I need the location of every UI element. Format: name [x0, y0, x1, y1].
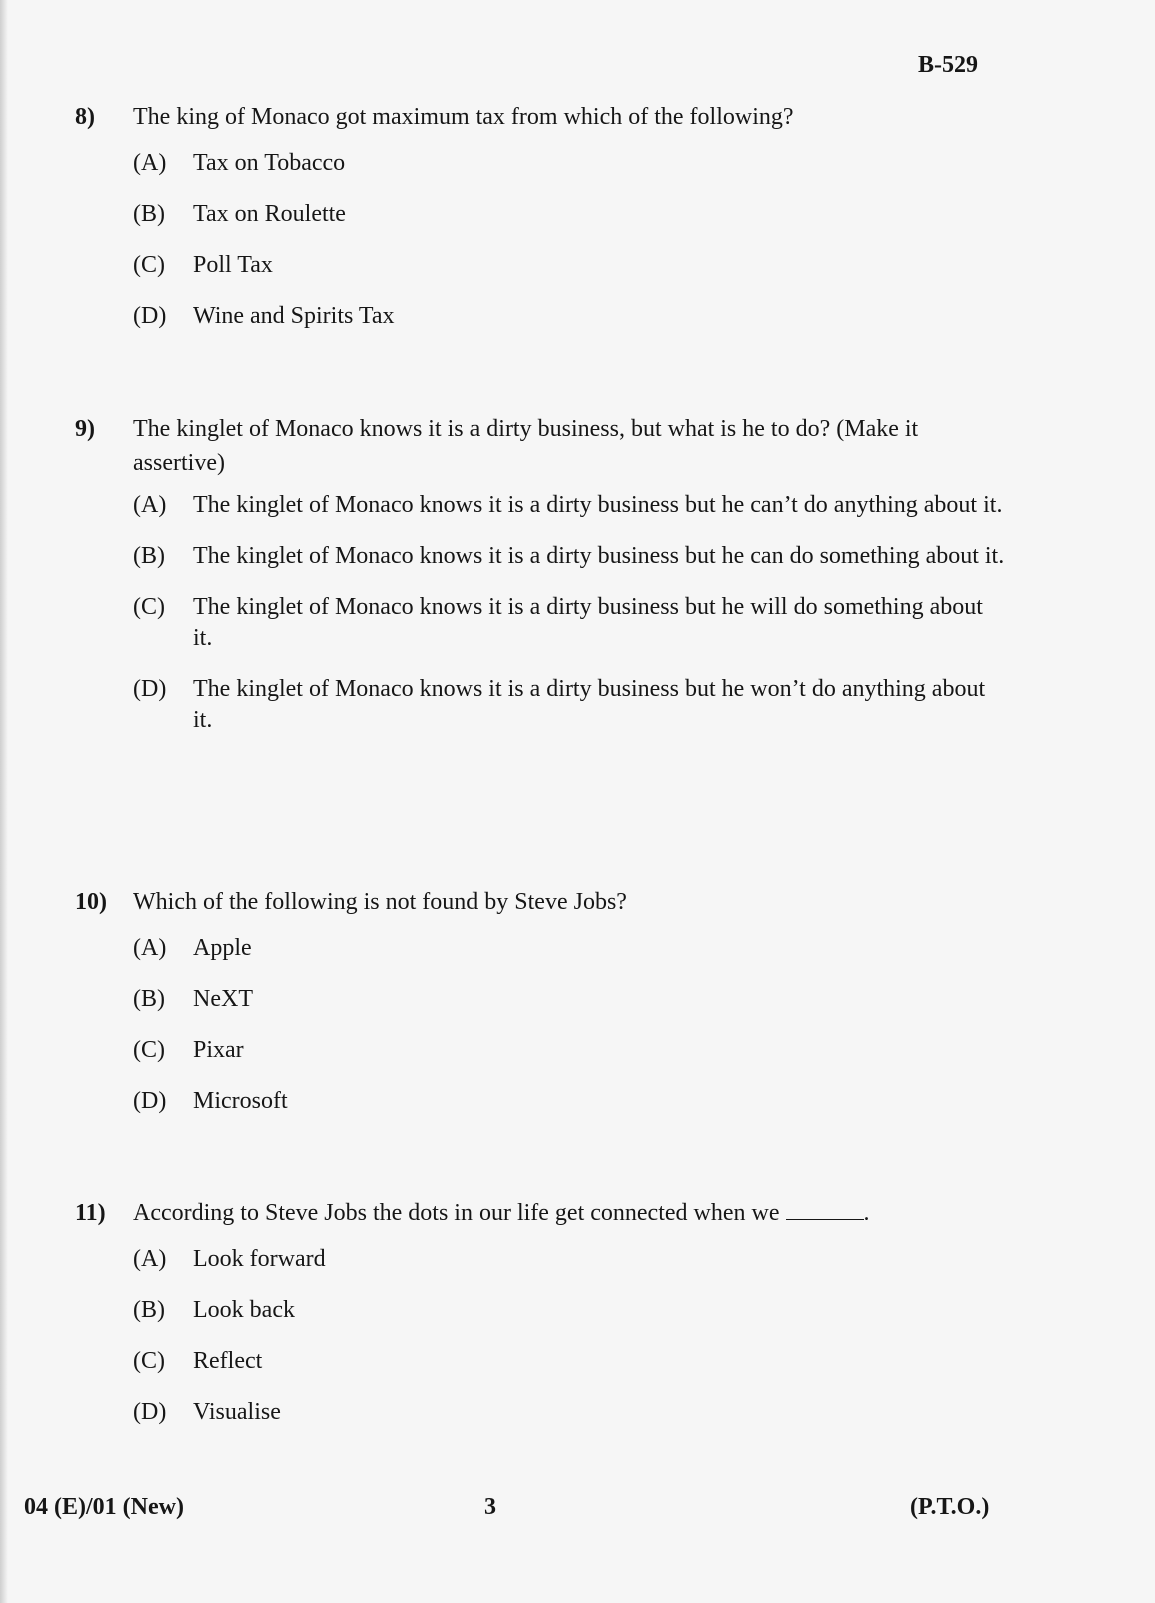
option-label: (C)	[133, 252, 165, 278]
option-a	[133, 931, 1005, 965]
option-a	[133, 1242, 1005, 1276]
option-text: Tax on Tobacco	[193, 150, 346, 176]
option-b	[133, 197, 1005, 231]
question-number: 8)	[75, 104, 95, 130]
option-a	[133, 490, 1005, 521]
page-edge-shadow	[0, 0, 8, 1603]
option-label: (D)	[133, 1399, 167, 1425]
option-text: Look forward	[193, 1246, 326, 1272]
option-d	[133, 299, 1005, 333]
question-text: The kinglet of Monaco knows it is a dirty business, but what is he to do? (Make it assertive)	[133, 416, 919, 476]
options-list	[133, 490, 1005, 736]
option-text: Tax on Roulette	[193, 201, 346, 227]
paper-code: B-529	[918, 52, 978, 78]
option-label: (A)	[133, 492, 167, 518]
option-c	[133, 1344, 1005, 1378]
option-c	[133, 248, 1005, 282]
option-text: The kinglet of Monaco knows it is a dirty business but he will do something about it.	[193, 594, 983, 651]
option-text: Visualise	[193, 1399, 281, 1425]
option-c	[133, 1033, 1005, 1067]
question-9	[75, 412, 1005, 756]
question-11	[75, 1196, 1005, 1446]
option-text: Look back	[193, 1297, 295, 1323]
option-text: The kinglet of Monaco knows it is a dirty business but he can do something about it.	[193, 543, 1005, 569]
option-label: (D)	[133, 1088, 167, 1114]
question-number: 9)	[75, 416, 95, 442]
option-text: The kinglet of Monaco knows it is a dirty business but he can’t do anything about it.	[193, 492, 1003, 518]
question-text-end: .	[863, 1200, 870, 1226]
option-b	[133, 541, 1005, 572]
question-text: Which of the following is not found by Steve Jobs?	[133, 889, 627, 915]
page-number: 3	[484, 1494, 496, 1520]
option-b	[133, 982, 1005, 1016]
option-label: (B)	[133, 201, 165, 227]
option-text: The kinglet of Monaco knows it is a dirty business but he won’t do anything about it.	[193, 676, 986, 733]
option-label: (B)	[133, 986, 165, 1012]
option-c	[133, 592, 1005, 654]
option-label: (A)	[133, 935, 167, 961]
option-label: (D)	[133, 303, 167, 329]
option-text: Apple	[193, 935, 252, 961]
option-b	[133, 1293, 1005, 1327]
options-list	[133, 931, 1005, 1118]
answer-blank	[786, 1199, 864, 1220]
options-list	[133, 1242, 1005, 1429]
option-label: (D)	[133, 676, 167, 702]
question-10	[75, 885, 1005, 1135]
option-label: (A)	[133, 150, 167, 176]
option-text: Wine and Spirits Tax	[193, 303, 395, 329]
question-8	[75, 100, 1005, 350]
please-turn-over: (P.T.O.)	[910, 1494, 990, 1520]
footer-course-code: 04 (E)/01 (New)	[24, 1494, 184, 1520]
option-label: (A)	[133, 1246, 167, 1272]
options-list	[133, 146, 1005, 333]
option-label: (C)	[133, 1037, 165, 1063]
option-label: (C)	[133, 1348, 165, 1374]
option-label: (C)	[133, 594, 165, 620]
option-label: (B)	[133, 543, 165, 569]
question-text: The king of Monaco got maximum tax from which of the following?	[133, 104, 794, 130]
option-label: (B)	[133, 1297, 165, 1323]
option-text: NeXT	[193, 986, 253, 1012]
option-d	[133, 1395, 1005, 1429]
question-number: 10)	[75, 889, 107, 915]
option-text: Pixar	[193, 1037, 244, 1063]
option-text: Microsoft	[193, 1088, 288, 1114]
option-text: Poll Tax	[193, 252, 273, 278]
option-d	[133, 674, 1005, 736]
option-a	[133, 146, 1005, 180]
question-text	[133, 1196, 1005, 1230]
question-text-main: According to Steve Jobs the dots in our life get connected when we	[133, 1200, 780, 1226]
question-number: 11)	[75, 1200, 106, 1226]
option-text: Reflect	[193, 1348, 263, 1374]
option-d	[133, 1084, 1005, 1118]
